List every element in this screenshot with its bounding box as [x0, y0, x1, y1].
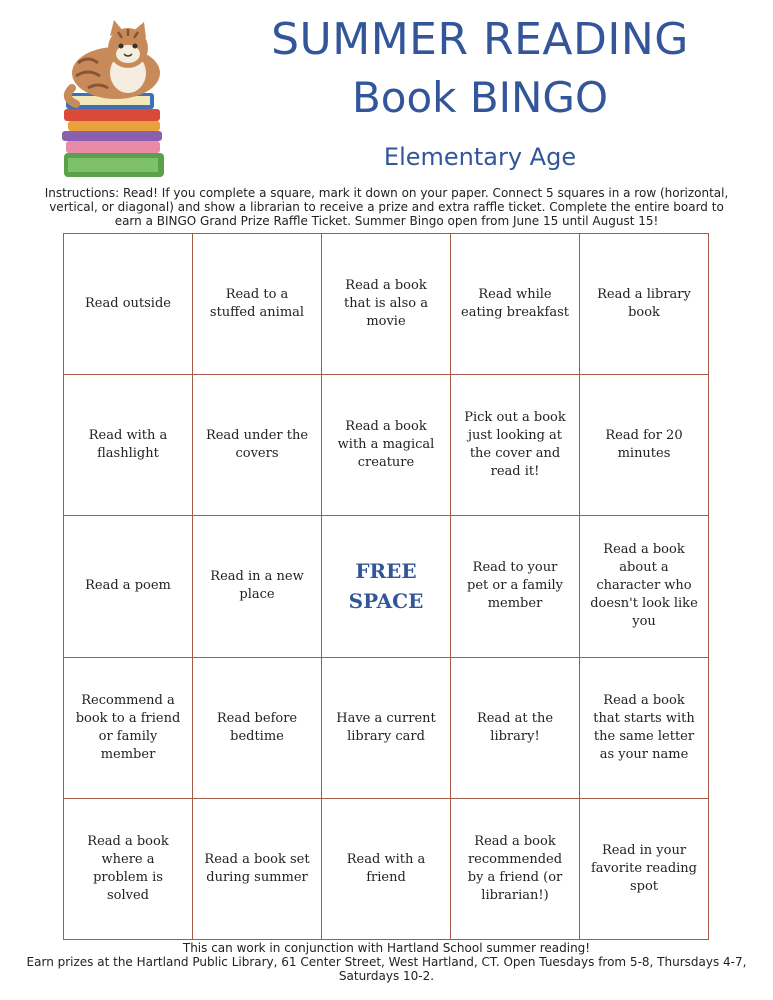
bingo-square[interactable]: Have a current library card [322, 657, 451, 798]
footer-line1: This can work in conjunction with Hartland School summer reading! [182, 941, 591, 955]
bingo-square[interactable]: Read a book where a problem is solved [64, 798, 193, 939]
footer [20, 941, 753, 983]
bingo-square[interactable]: Read at the library! [451, 657, 580, 798]
bingo-square[interactable]: Read a book with a magical creature [322, 375, 451, 516]
page-subtitle: Elementary Age [383, 143, 577, 171]
bingo-square[interactable]: Read to your pet or a family member [451, 516, 580, 657]
bingo-square[interactable]: Read before bedtime [193, 657, 322, 798]
bingo-square[interactable]: Read to a stuffed animal [193, 234, 322, 375]
bingo-square[interactable]: Pick out a book just looking at the cover and read it! [451, 375, 580, 516]
bingo-square[interactable]: Read for 20 minutes [580, 375, 709, 516]
bingo-square[interactable]: Read in a new place [193, 516, 322, 657]
bingo-square[interactable]: Recommend a book to a friend or family member [64, 657, 193, 798]
bingo-square[interactable]: Read under the covers [193, 375, 322, 516]
bingo-square[interactable]: Read outside [64, 234, 193, 375]
cat-on-books-icon [58, 18, 173, 183]
bingo-square[interactable]: Read a book set during summer [193, 798, 322, 939]
bingo-square[interactable]: Read a book that is also a movie [322, 234, 451, 375]
footer-line2: Earn prizes at the Hartland Public Library, 61 Center Street, West Hartland, CT. Open Tuesdays from 5-8, Thursdays 4-7, Saturdays 10-2. [26, 955, 747, 983]
bingo-square[interactable]: Read a book about a character who doesn't look like you [580, 516, 709, 657]
bingo-row [64, 798, 709, 939]
page-title-line2: Book BINGO [351, 73, 609, 122]
bingo-row [64, 234, 709, 375]
bingo-row [64, 657, 709, 798]
bingo-square[interactable]: Read a book that starts with the same letter as your name [580, 657, 709, 798]
free-space-square[interactable] [322, 516, 451, 657]
bingo-square[interactable]: Read a poem [64, 516, 193, 657]
bingo-row [64, 375, 709, 516]
free-space-line1: FREE [355, 559, 417, 584]
bingo-square[interactable]: Read in your favorite reading spot [580, 798, 709, 939]
free-space-line2: SPACE [348, 589, 424, 614]
bingo-square[interactable]: Read with a flashlight [64, 375, 193, 516]
page-title-line1: SUMMER READING [271, 14, 689, 65]
bingo-board [63, 233, 709, 940]
instructions-text: Instructions: Read! If you complete a square, mark it down on your paper. Connect 5 squares in a row (horizontal, vertical, or diagonal) and show a librarian to receive a prize and extra raffle ticket. Complete the entire board to earn a BINGO Grand Prize Raffle Ticket. Summer Bingo open from June 15 until August 15! [44, 186, 729, 228]
bingo-square[interactable]: Read a library book [580, 234, 709, 375]
bingo-square[interactable]: Read while eating breakfast [451, 234, 580, 375]
bingo-square[interactable]: Read a book recommended by a friend (or librarian!) [451, 798, 580, 939]
bingo-row [64, 516, 709, 657]
bingo-square[interactable]: Read with a friend [322, 798, 451, 939]
